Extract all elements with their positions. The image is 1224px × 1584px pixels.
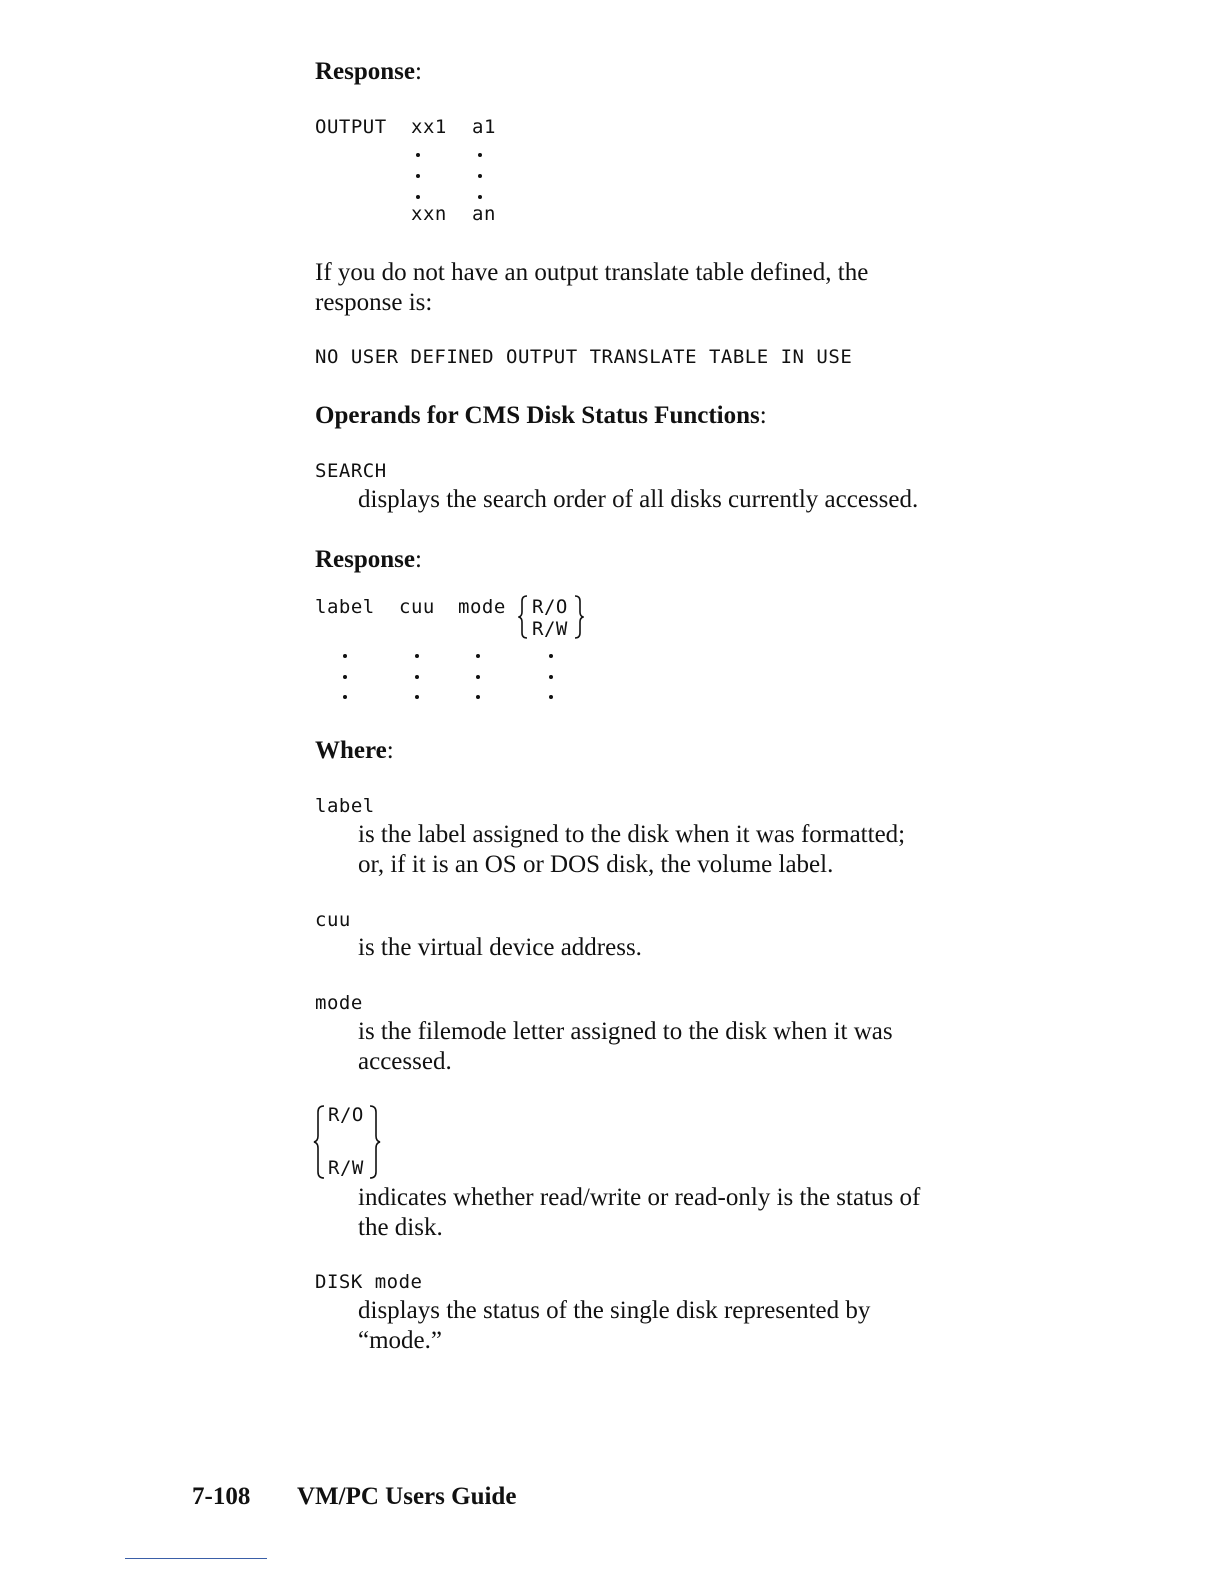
where-heading: Where: xyxy=(315,737,394,764)
right-brace-icon xyxy=(367,1104,381,1180)
left-brace-icon xyxy=(313,1104,327,1180)
response-heading: Response: xyxy=(315,58,422,85)
ellipsis-dot xyxy=(415,675,419,679)
ellipsis-dot xyxy=(476,654,480,658)
mode-desc-line2: accessed. xyxy=(358,1048,452,1075)
output-col1-last: xxn xyxy=(411,203,447,225)
footer-title: VM/PC Users Guide xyxy=(297,1483,517,1510)
ellipsis-dot xyxy=(476,675,480,679)
where-heading-text: Where xyxy=(315,737,387,764)
ellipsis-dot xyxy=(343,675,347,679)
output-col2-last: an xyxy=(472,203,496,225)
no-table-message: NO USER DEFINED OUTPUT TRANSLATE TABLE IN USE xyxy=(315,346,853,368)
cuu-term: cuu xyxy=(315,909,351,931)
resp-cuu: cuu xyxy=(399,596,435,618)
resp-label: label xyxy=(315,596,375,618)
footer-rule xyxy=(125,1558,267,1559)
ellipsis-dot xyxy=(415,654,419,658)
ellipsis-dot xyxy=(478,174,482,178)
label-desc-line2: or, if it is an OS or DOS disk, the volume label. xyxy=(358,851,834,878)
search-term: SEARCH xyxy=(315,460,387,482)
status-desc-line1: indicates whether read/write or read-only is the status of xyxy=(358,1184,921,1211)
mode-term: mode xyxy=(315,992,363,1014)
ellipsis-dot xyxy=(416,174,420,178)
output-label: OUTPUT xyxy=(315,116,387,138)
response-heading-text: Response xyxy=(315,58,416,85)
response-heading-2: Response: xyxy=(315,546,422,573)
ellipsis-dot xyxy=(416,195,420,199)
cuu-desc: is the virtual device address. xyxy=(358,934,642,961)
resp-rw: R/W xyxy=(532,618,568,640)
mode-desc-line1: is the filemode letter assigned to the disk when it was xyxy=(358,1018,893,1045)
response-heading-2-text: Response xyxy=(315,546,416,573)
output-col2-first: a1 xyxy=(472,116,496,138)
operands-heading-text: Operands for CMS Disk Status Functions xyxy=(315,402,760,429)
disk-term-operand: mode xyxy=(374,1271,423,1293)
left-brace-icon xyxy=(518,594,530,640)
search-desc: displays the search order of all disks currently accessed. xyxy=(358,486,919,513)
disk-desc-line1: displays the status of the single disk represented by xyxy=(358,1297,871,1324)
output-col1-first: xx1 xyxy=(411,116,447,138)
ellipsis-dot xyxy=(416,153,420,157)
operands-heading: Operands for CMS Disk Status Functions: xyxy=(315,402,767,429)
ellipsis-dot xyxy=(478,153,482,157)
status-desc-line2: the disk. xyxy=(358,1214,443,1241)
ellipsis-dot xyxy=(478,195,482,199)
label-term: label xyxy=(315,795,375,817)
resp-mode: mode xyxy=(458,596,506,618)
disk-desc-line2: “mode.” xyxy=(358,1327,442,1354)
resp-ro: R/O xyxy=(532,596,568,618)
label-desc-line1: is the label assigned to the disk when it was formatted; xyxy=(358,821,906,848)
ellipsis-dot xyxy=(343,654,347,658)
page-number: 7-108 xyxy=(192,1483,251,1510)
status-ro-term: R/O xyxy=(328,1104,364,1126)
disk-term-keyword: DISK xyxy=(315,1271,363,1293)
ellipsis-dot xyxy=(549,695,553,699)
ellipsis-dot xyxy=(343,695,347,699)
no-table-para-line2: response is: xyxy=(315,289,433,316)
ellipsis-dot xyxy=(476,695,480,699)
disk-term xyxy=(315,1271,422,1293)
status-rw-term: R/W xyxy=(328,1157,364,1179)
ellipsis-dot xyxy=(549,675,553,679)
ellipsis-dot xyxy=(415,695,419,699)
ellipsis-dot xyxy=(549,654,553,658)
right-brace-icon xyxy=(572,594,584,640)
no-table-para-line1: If you do not have an output translate table defined, the xyxy=(315,259,869,286)
